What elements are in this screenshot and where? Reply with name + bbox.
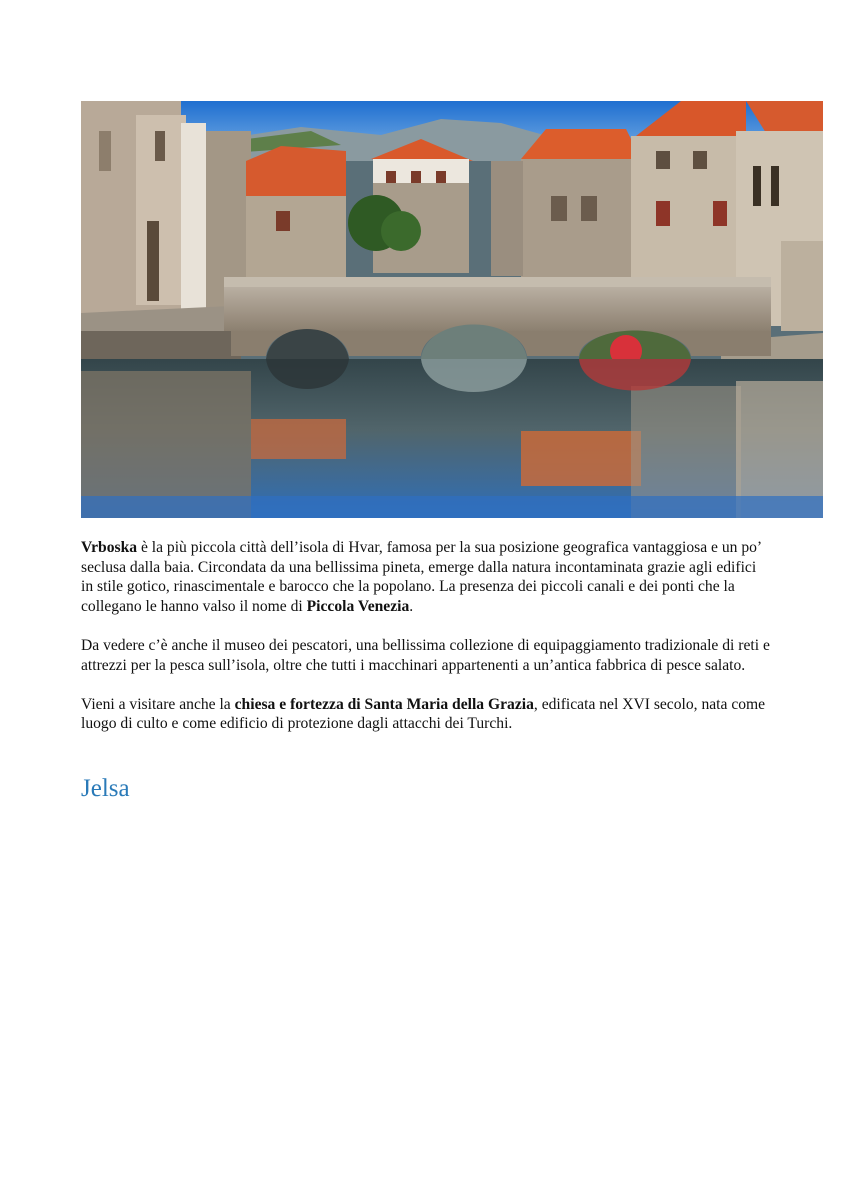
paragraph-museum bbox=[81, 636, 771, 675]
text-run: , edificata nel XVI secolo, nata come luogo di culto e come edificio di protezione dagli attacchi dei Turchi. bbox=[81, 695, 766, 733]
text-run: . bbox=[409, 597, 414, 615]
paragraph-church bbox=[81, 695, 771, 734]
text-run: Vieni a visitare anche la bbox=[81, 695, 235, 713]
bold-text: Vrboska bbox=[81, 539, 138, 556]
article-body bbox=[81, 538, 771, 754]
bold-text: chiesa e fortezza di Santa Maria della Grazia bbox=[234, 695, 534, 713]
paragraph-vrboska bbox=[81, 538, 771, 616]
bridge-canal-illustration bbox=[81, 101, 823, 518]
town-photo bbox=[81, 101, 823, 518]
text-run: Da vedere c’è anche il museo dei pescatori, una bellissima collezione di equipaggiamento tradizionale di reti e attrezzi per la pesca sull’isola, oltre che tutti i macchinari appartenenti a un’antica fabbrica di pesce salato. bbox=[81, 636, 770, 674]
text-run: è la più piccola città dell’isola di Hvar, famosa per la sua posizione geografica vantaggiosa e un po’ seclusa dalla baia. Circondata da una bellissima pineta, emerge dalla natura incontaminata grazie agli edifici in stile gotico, rinascimentale e barocco che la popolano. La presenza dei piccoli canali e dei ponti che la collegano le hanno valso il nome di bbox=[81, 539, 761, 615]
section-heading: Jelsa bbox=[81, 775, 130, 802]
bold-text: Piccola Venezia bbox=[306, 597, 410, 615]
